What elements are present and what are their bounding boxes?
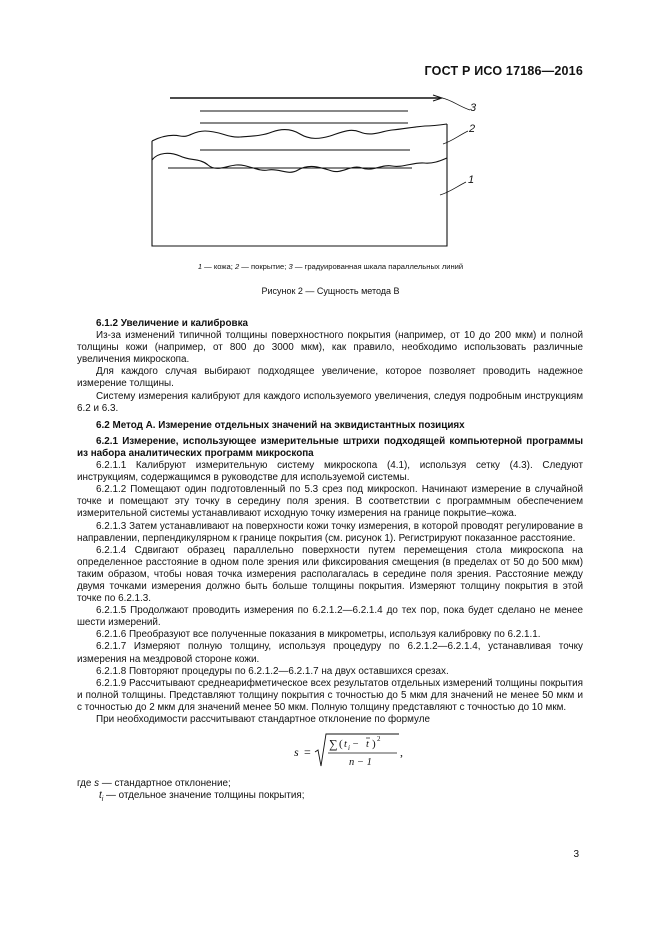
- leader-line-3: [442, 98, 470, 110]
- formula-t-i: t: [344, 739, 347, 751]
- formula-lhs: s: [294, 745, 299, 760]
- section-heading-6-2: 6.2 Метод А. Измерение отдельных значений на эквидистантных позициях: [96, 419, 465, 431]
- section-heading-6-2-1: 6.2.1 Измерение, использующее измерительные штрихи подходящей компьютерной программы из набора аналитических программ микроскопа: [77, 435, 583, 459]
- formula-sum: ∑: [329, 737, 338, 752]
- figure-label-1: 1: [468, 174, 475, 186]
- paragraph: 6.2.1.9 Рассчитывают среднеарифметическое всех результатов отдельных измерений толщины покрытия и полной толщины. Представляют толщину покрытия с точностью до 5 мкм для значений не менее 50 мкм и с точностью до 2 мкм для значений менее 50 мкм. Полную толщину представляют с точностью до 10 мкм.: [77, 677, 583, 713]
- paragraph: Для каждого случая выбирают подходящее увеличение, которое позволяет проводить надежное измерение толщины.: [77, 366, 583, 390]
- page-header: ГОСТ Р ИСО 17186—2016: [424, 64, 583, 78]
- paragraph: Систему измерения калибруют для каждого используемого увеличения, следуя подробным инструкциям 6.2 и 6.3.: [77, 390, 583, 414]
- section-heading-6-1-2: 6.1.2 Увеличение и калибровка: [96, 318, 249, 329]
- coating-top-surface: [152, 124, 447, 141]
- paragraph: 6.2.1.3 Затем устанавливают на поверхности кожи точку измерения, в которой проводят регулирование в направлении, перпендикулярном к границе покрытия (см. рисунок 1). Регистрируют показанное расстояние.: [77, 520, 583, 544]
- paragraph: 6.2.1.5 Продолжают проводить измерения по 6.2.1.2—6.2.1.4 до тех пор, пока будет сделано не менее шести измерений.: [77, 605, 583, 629]
- page-number: 3: [573, 849, 579, 860]
- paragraph: При необходимости рассчитывают стандартное отклонение по формуле: [96, 714, 430, 725]
- where-line-1: где s — стандартное отклонение;: [77, 778, 231, 790]
- formula-denominator: n − 1: [349, 757, 372, 769]
- formula-square: 2: [377, 735, 381, 744]
- paragraph: Из-за изменений типичной толщины поверхностного покрытия (например, от 10 до 200 мкм) и полной толщины кожи (например, от 800 до 3000 мкм), как правило, необходимо использовать различные увеличения микроскопа.: [77, 330, 583, 366]
- paragraph: 6.2.1.8 Повторяют процедуры по 6.2.1.2—6.2.1.7 на двух оставшихся срезах.: [96, 665, 449, 677]
- method-b-diagram: [0, 0, 661, 300]
- leather-block: [152, 124, 447, 246]
- where-line-2: $t_i$ — отдельное значение толщины покрытия;: [99, 790, 305, 804]
- figure-legend: 1 — кожа; 2 — покрытие; 3 — градуированная шкала параллельных линий: [197, 262, 464, 271]
- figure-2: [0, 0, 661, 300]
- formula-sub-i: i: [348, 744, 350, 753]
- coating-leather-boundary: [152, 153, 447, 172]
- leader-line-1: [440, 182, 466, 195]
- figure-label-3: 3: [470, 102, 477, 114]
- std-deviation-formula: [77, 728, 583, 778]
- figure-caption: Рисунок 2 — Сущность метода B: [261, 286, 400, 296]
- formula-minus: −: [350, 739, 362, 751]
- formula-t-bar: t: [366, 739, 369, 751]
- formula-comma: ,: [400, 745, 403, 760]
- document-body: [77, 318, 583, 806]
- figure-label-2: 2: [469, 123, 476, 135]
- paragraph: 6.2.1.2 Помещают один подготовленный по 5.3 срез под микроскоп. Начинают измерение в случайной точке и помещают эту точку в середину поля зрения. В соответствии с программным обеспечением измерительной системы устанавливают исходную точку измерения на границе покрытие–кожа.: [77, 484, 583, 520]
- formula-open-paren: (: [339, 738, 343, 751]
- paragraph: 6.2.1.6 Преобразуют все полученные показания в микрометры, используя калибровку по 6.2.1.1.: [96, 629, 541, 641]
- paragraph: 6.2.1.1 Калибруют измерительную систему микроскопа (4.1), используя сетку (4.3). Следуют инструкциям, содержащимся в руководстве для используемой системы.: [77, 460, 583, 484]
- paragraph: 6.2.1.4 Сдвигают образец параллельно поверхности путем перемещения стола микроскопа на определенное расстояние в одном поле зрения или фиксирования смещения (в пределах от 50 до 500 мкм) таким образом, чтобы новая точка измерения располагалась в середине поля зрения. Расстояние между двумя точками измерения должно быть больше толщины покрытия. Измеряют толщину покрытия в этой точке по 6.2.1.3.: [77, 544, 583, 605]
- formula-equals: =: [304, 745, 311, 760]
- paragraph: 6.2.1.7 Измеряют полную толщину, используя процедуру по 6.2.1.2—6.2.1.4, устанавливая точку измерения на мездровой стороне кожи.: [77, 641, 583, 665]
- formula-close-paren: ): [372, 738, 376, 751]
